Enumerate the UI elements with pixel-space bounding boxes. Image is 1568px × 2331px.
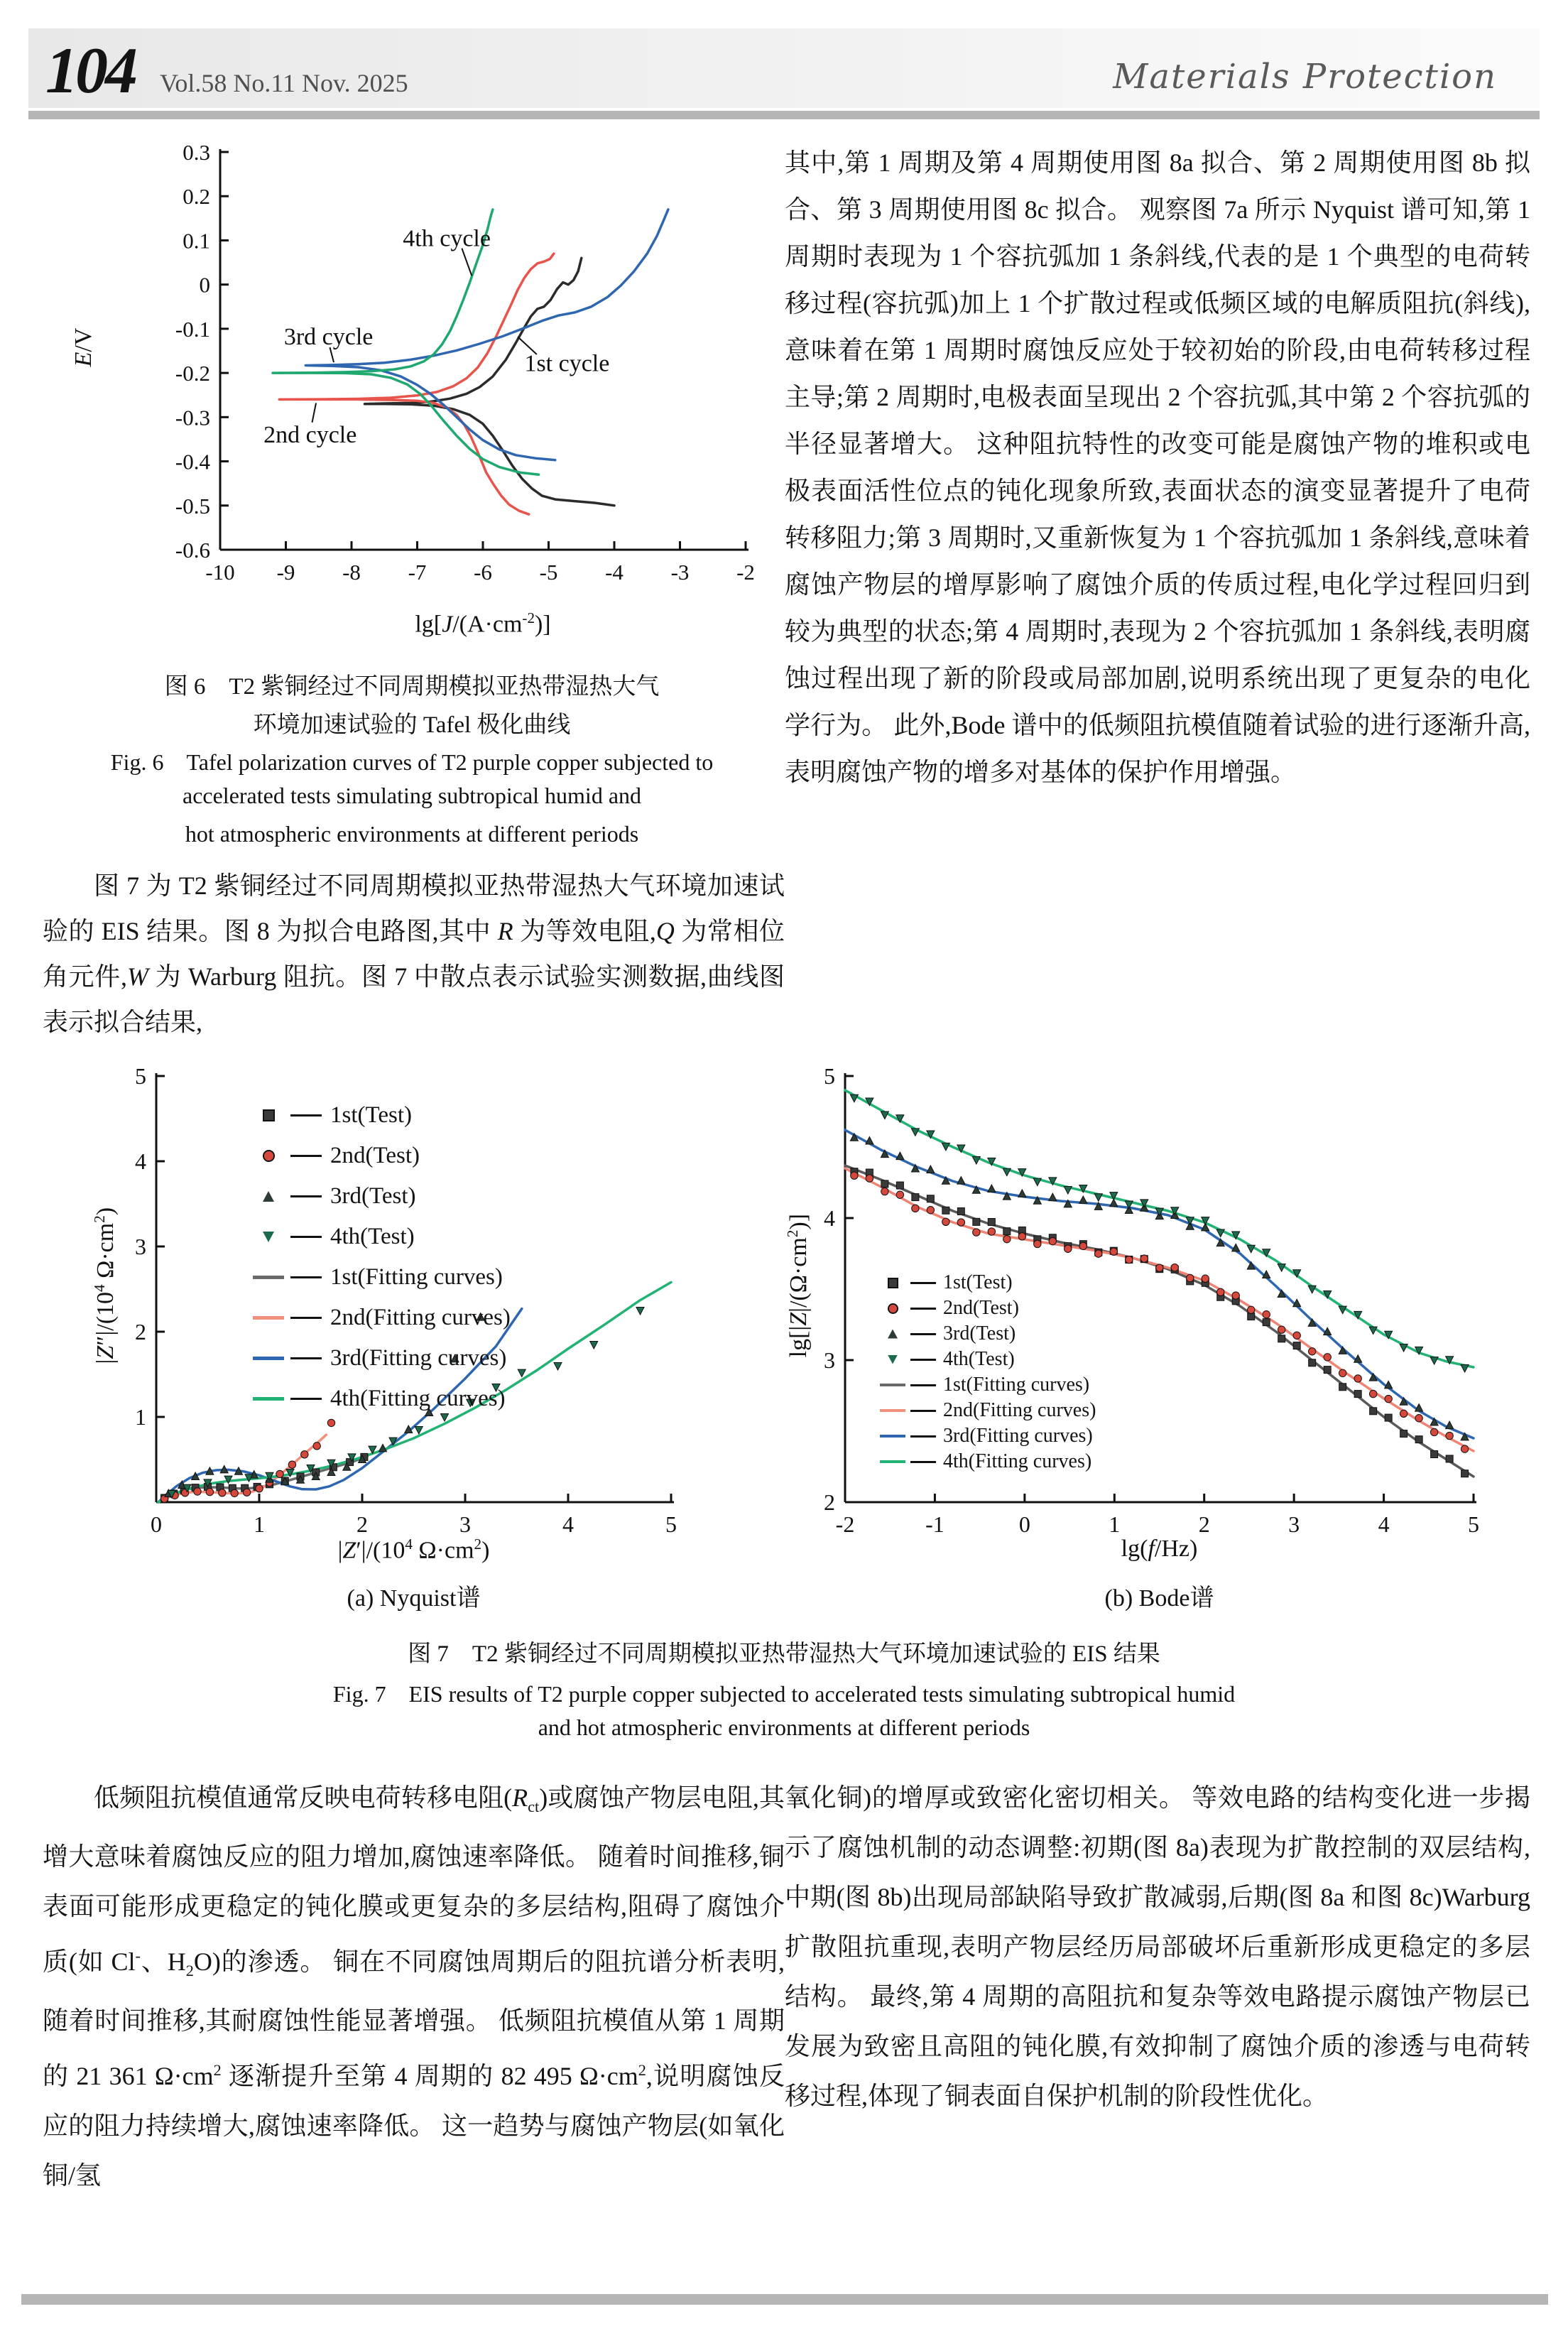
svg-text:-2: -2 <box>736 560 755 585</box>
square-marker <box>1461 1470 1469 1477</box>
tri-up-marker <box>866 1136 873 1144</box>
legend-label: 1st(Test) <box>330 1102 413 1128</box>
square-marker <box>881 1180 888 1188</box>
svg-text:-0.4: -0.4 <box>175 449 210 474</box>
legend-row <box>879 1372 1096 1398</box>
circle-legend-marker <box>889 1305 897 1313</box>
circle-marker <box>957 1219 964 1226</box>
line-legend-marker <box>880 1384 905 1386</box>
tri-up-marker <box>957 1177 965 1185</box>
square-legend-marker <box>264 1111 273 1120</box>
circle-marker <box>206 1488 213 1495</box>
tafel-chart <box>64 121 774 650</box>
circle-marker <box>1156 1264 1163 1271</box>
circle-marker <box>1049 1237 1056 1244</box>
tri-down-marker <box>518 1369 526 1377</box>
tafel-y-axis-title: E/V <box>70 327 97 367</box>
circle-marker <box>1263 1311 1270 1318</box>
curve-label <box>403 225 491 276</box>
circle-marker <box>881 1188 888 1195</box>
svg-text:0.2: 0.2 <box>183 184 210 210</box>
circle-marker <box>231 1489 238 1496</box>
svg-text:3: 3 <box>135 1234 146 1259</box>
svg-text:-6: -6 <box>474 560 492 585</box>
legend-row <box>879 1423 1096 1449</box>
line-legend-marker <box>253 1397 284 1401</box>
circle-marker <box>219 1489 226 1496</box>
legend-label: 2nd(Test) <box>330 1143 420 1168</box>
svg-text:-4: -4 <box>605 560 624 585</box>
svg-text:-0.2: -0.2 <box>175 361 210 386</box>
journal-name: Materials Protection <box>1113 57 1497 97</box>
svg-text:1: 1 <box>1109 1511 1121 1537</box>
circle-marker <box>1446 1432 1453 1439</box>
page-number: 104 <box>45 34 135 107</box>
footer-rule <box>21 2294 1548 2305</box>
line-legend-marker <box>880 1409 905 1412</box>
circle-marker <box>1126 1256 1133 1263</box>
svg-text:-10: -10 <box>205 560 235 585</box>
line-legend-marker <box>253 1316 284 1320</box>
legend-row <box>879 1347 1096 1372</box>
svg-text:1st cycle: 1st cycle <box>524 350 610 377</box>
nyquist-x-axis-title: $|Z'|/(10^4$ $\Omega\cdot cm^2$) <box>337 1536 490 1564</box>
square-marker <box>1370 1408 1377 1415</box>
tri-down-marker <box>415 1427 423 1435</box>
square-marker <box>1431 1451 1438 1458</box>
legend-row <box>879 1321 1096 1347</box>
legend-label: 4th(Fitting curves) <box>943 1450 1092 1472</box>
square-legend-marker <box>889 1279 897 1287</box>
square-marker <box>1415 1436 1422 1443</box>
legend-label: 1st(Fitting curves) <box>943 1374 1090 1396</box>
legend-dash <box>910 1333 936 1335</box>
legend-dash <box>290 1195 322 1197</box>
svg-text:3: 3 <box>1288 1511 1300 1537</box>
square-marker <box>988 1219 995 1226</box>
circle-marker <box>1095 1250 1102 1257</box>
legend-dash <box>910 1359 936 1361</box>
legend-dash <box>910 1384 936 1386</box>
tri-up-marker <box>1018 1190 1026 1197</box>
square-marker <box>896 1182 903 1189</box>
svg-text:0: 0 <box>1018 1511 1030 1537</box>
tri-down-marker <box>590 1342 598 1349</box>
square-marker <box>1278 1335 1285 1342</box>
circle-marker <box>866 1175 873 1182</box>
svg-text:-9: -9 <box>276 560 295 585</box>
tri-up-marker <box>1049 1193 1057 1201</box>
tri-down-marker <box>1094 1194 1102 1202</box>
legend-row <box>252 1176 511 1217</box>
svg-text:0: 0 <box>199 272 210 298</box>
fig6-caption-en-line2: accelerated tests simulating subtropical humid and <box>182 783 642 808</box>
tri-up-marker <box>927 1166 935 1173</box>
circle-marker <box>288 1461 295 1468</box>
issue-info: Vol.58 No.11 Nov. 2025 <box>160 69 408 97</box>
tri-down-marker <box>881 1112 888 1119</box>
circle-marker <box>301 1451 308 1458</box>
svg-text:-5: -5 <box>539 560 558 585</box>
line-legend-marker <box>253 1357 284 1360</box>
tri-down-legend-marker <box>263 1232 274 1242</box>
circle-marker <box>1217 1288 1224 1295</box>
circle-marker <box>912 1205 919 1212</box>
circle-marker <box>1034 1240 1041 1247</box>
svg-text:4th cycle: 4th cycle <box>403 225 491 252</box>
nyquist-y-axis-title: $|Z''|/(10^4$ $\Omega\cdot cm^2$) <box>90 1207 119 1364</box>
legend-label: 3rd(Test) <box>330 1183 416 1209</box>
svg-text:0.1: 0.1 <box>183 228 210 254</box>
legend-label: 1st(Test) <box>943 1271 1013 1293</box>
legend-label: 4th(Test) <box>943 1348 1015 1370</box>
circle-marker <box>243 1489 250 1496</box>
tri-down-legend-marker <box>888 1355 898 1364</box>
circle-marker <box>1369 1390 1376 1397</box>
square-marker <box>927 1195 934 1202</box>
circle-marker <box>1400 1410 1407 1417</box>
svg-text:3: 3 <box>459 1511 471 1537</box>
circle-marker <box>1385 1395 1392 1402</box>
circle-marker <box>1461 1445 1468 1452</box>
tri-down-marker <box>1003 1168 1011 1176</box>
tri-down-marker <box>1033 1178 1041 1186</box>
fig6-caption-en-line1: Fig. 6 Tafel polarization curves of T2 purple copper subjected to <box>110 749 714 775</box>
tri-down-marker <box>1064 1187 1072 1195</box>
legend-label: 3rd(Fitting curves) <box>943 1425 1093 1447</box>
svg-text:-2: -2 <box>835 1511 855 1537</box>
bode-chart <box>780 1044 1498 1626</box>
legend-dash <box>290 1276 322 1278</box>
circle-marker <box>194 1488 201 1495</box>
svg-text:-3: -3 <box>670 560 690 585</box>
svg-text:2: 2 <box>356 1511 368 1537</box>
svg-text:3: 3 <box>824 1347 835 1373</box>
nyquist-chart <box>85 1044 781 1626</box>
circle-marker <box>851 1172 858 1179</box>
square-marker <box>973 1218 980 1225</box>
legend-dash <box>910 1282 936 1284</box>
tri-up-marker <box>1446 1421 1454 1429</box>
legend-dash <box>910 1308 936 1310</box>
legend-label: 2nd(Fitting curves) <box>943 1399 1096 1421</box>
svg-text:0.3: 0.3 <box>183 140 210 165</box>
svg-text:4: 4 <box>562 1511 574 1537</box>
tri-up-legend-marker <box>263 1191 274 1202</box>
curve-label <box>284 324 374 362</box>
svg-text:-7: -7 <box>408 560 427 585</box>
square-marker <box>1248 1313 1255 1320</box>
svg-text:-0.1: -0.1 <box>175 316 210 342</box>
legend-dash <box>910 1410 936 1412</box>
circle-marker <box>1003 1235 1011 1242</box>
circle-marker <box>1065 1245 1072 1252</box>
circle-marker <box>1308 1348 1315 1355</box>
bode-y-axis-title: $\lg[|Z|/(\Omega\cdot cm^2)]$ <box>783 1213 812 1358</box>
legend-label: 2nd(Test) <box>943 1297 1019 1319</box>
tafel-x-axis-title: $\lg[J/(A\cdot cm^{-2})]$ <box>415 609 551 638</box>
square-marker <box>1324 1366 1331 1374</box>
nyquist-legend <box>252 1095 511 1419</box>
tri-down-marker <box>1430 1357 1438 1365</box>
tri-down-marker <box>1400 1344 1408 1352</box>
tri-up-legend-marker <box>888 1330 898 1339</box>
circle-marker <box>1171 1264 1178 1271</box>
circle-legend-marker <box>264 1151 273 1161</box>
square-marker <box>1400 1430 1408 1438</box>
svg-text:1: 1 <box>135 1404 146 1430</box>
fig7b-subcaption: (b) Bode谱 <box>1104 1585 1214 1612</box>
legend-dash <box>290 1236 322 1238</box>
tri-down-marker <box>1461 1364 1469 1372</box>
header <box>28 28 1540 108</box>
legend-row <box>252 1257 511 1298</box>
svg-text:3rd cycle: 3rd cycle <box>283 324 374 351</box>
legend-row <box>252 1298 511 1338</box>
circle-marker <box>1415 1415 1422 1422</box>
paragraph-right-column: 其中,第 1 周期及第 4 周期使用图 8a 拟合、第 2 周期使用图 8b 拟合、第 3 周期使用图 8c 拟合。 观察图 7a 所示 Nyquist 谱可知,第 1 周期时表现为 1 个容抗弧加 1 条斜线,代表的是 1 个典型的电荷转移过程(容抗弧)加上 1 个扩散过程或低频区域的电解质阻抗(斜线),意味着在第 1 周期时腐蚀反应处于较初始的阶段,由电荷转移过程主导;第 2 周期时,电极表面呈现出 2 个容抗弧,其中第 2 个容抗弧的半径显著增大。 这种阻抗特性的改变可能是腐蚀产物的堆积或电极表面活性位点的钝化现象所致,表面状态的演变显著提升了电荷转移阻力;第 3 周期时,又重新恢复为 1 个容抗弧加 1 条斜线,意味着腐蚀产物层的增厚影响了腐蚀介质的传质过程,电化学过程回归到较为典型的状态;第 4 周期时,表现为 2 个容抗弧加 1 条斜线,表明腐蚀过程出现了新的阶段或局部加剧,说明系统出现了更复杂的电化学行为。 此外,Bode 谱中的低频阻抗模值随着试验的进行逐渐升高,表明腐蚀产物的增多对基体的保护作用增强。 <box>785 148 1530 786</box>
circle-marker <box>1293 1332 1300 1339</box>
tri-up-marker <box>988 1185 996 1192</box>
fig6-caption-zh-line2: 环境加速试验的 Tafel 极化曲线 <box>253 712 571 738</box>
svg-text:4: 4 <box>135 1148 146 1174</box>
svg-text:4: 4 <box>1378 1511 1390 1537</box>
legend-dash <box>290 1114 322 1116</box>
circle-marker <box>1187 1274 1194 1281</box>
square-marker <box>1446 1455 1453 1462</box>
svg-text:2: 2 <box>1198 1511 1210 1537</box>
fig6-caption-zh-line1: 图 6 T2 紫铜经过不同周期模拟亚热带湿热大气 <box>164 674 660 700</box>
legend-row <box>252 1095 511 1136</box>
legend-dash <box>290 1317 322 1319</box>
circle-marker <box>1202 1275 1209 1282</box>
paragraph-bottom-right: 氧化铜)的增厚或致密化密切相关。 等效电路的结构变化进一步揭示了腐蚀机制的动态调整:初期(图 8a)表现为扩散控制的双层结构,中期(图 8b)出现局部缺陷导致扩散减弱,后期(图 8a 和图 8c)Warburg 扩散阻抗重现,表明产物层经历局部破坏后重新形成更稳定的多层结构。 最终,第 4 周期的高阻抗和复杂等效电路提示腐蚀产物层已发展为致密且高阻的钝化膜,有效抑制了腐蚀介质的渗透与电荷转移过程,体现了铜表面自保护机制的阶段性优化。 <box>785 1783 1530 2110</box>
tri-down-marker <box>942 1143 949 1151</box>
svg-text:2nd cycle: 2nd cycle <box>263 422 357 449</box>
legend-dash <box>910 1461 936 1463</box>
line-legend-marker <box>880 1435 905 1438</box>
legend-dash <box>290 1357 322 1359</box>
legend-row <box>252 1338 511 1379</box>
square-marker <box>1354 1391 1361 1398</box>
square-marker <box>912 1194 919 1201</box>
legend-row <box>252 1379 511 1419</box>
square-marker <box>942 1207 949 1214</box>
circle-marker <box>1354 1375 1361 1382</box>
svg-text:0: 0 <box>151 1511 162 1537</box>
svg-text:4: 4 <box>824 1205 835 1231</box>
header-rule <box>28 111 1540 119</box>
legend-row <box>252 1136 511 1176</box>
circle-marker <box>988 1228 995 1235</box>
legend-dash <box>290 1155 322 1157</box>
legend-row <box>879 1270 1096 1295</box>
svg-text:-0.6: -0.6 <box>175 538 210 563</box>
tri-up-marker <box>1079 1196 1087 1204</box>
circle-marker <box>973 1229 980 1236</box>
circle-marker <box>1079 1242 1087 1249</box>
line-legend-marker <box>253 1276 284 1279</box>
circle-marker <box>1018 1233 1025 1240</box>
circle-marker <box>313 1442 320 1450</box>
tri-down-marker <box>636 1308 644 1315</box>
circle-marker <box>1339 1369 1346 1376</box>
legend-row <box>879 1295 1096 1321</box>
svg-text:5: 5 <box>135 1063 146 1089</box>
tri-down-marker <box>972 1157 980 1165</box>
tri-down-marker <box>850 1094 858 1102</box>
svg-text:2: 2 <box>135 1319 146 1344</box>
square-marker <box>957 1208 964 1215</box>
fig6-caption-en-line3: hot atmospheric environments at different periods <box>185 821 639 847</box>
legend-label: 3rd(Fitting curves) <box>330 1345 507 1371</box>
circle-marker <box>1248 1306 1255 1313</box>
square-marker <box>1293 1342 1300 1349</box>
tri-up-marker <box>896 1152 904 1160</box>
circle-marker <box>1430 1428 1437 1435</box>
svg-text:5: 5 <box>1468 1511 1479 1537</box>
fig7a-subcaption: (a) Nyquist谱 <box>347 1585 481 1612</box>
square-marker <box>1263 1319 1270 1326</box>
legend-dash <box>290 1398 322 1400</box>
svg-text:5: 5 <box>824 1063 835 1089</box>
circle-marker <box>276 1470 283 1477</box>
curve-label <box>518 337 609 376</box>
svg-text:2: 2 <box>824 1489 835 1515</box>
tri-down-marker <box>911 1129 919 1136</box>
tri-down-marker <box>1247 1245 1255 1253</box>
circle-marker <box>927 1207 934 1214</box>
fig7-caption-zh: 图 7 T2 紫铜经过不同周期模拟亚热带湿热大气环境加速试验的 EIS 结果 <box>408 1641 1160 1667</box>
legend-label: 1st(Fitting curves) <box>330 1264 503 1290</box>
fig7-caption-en-line1: Fig. 7 EIS results of T2 purple copper subjected to accelerated tests simulating subtropical humid <box>332 1681 1236 1707</box>
legend-label: 4th(Fitting curves) <box>330 1386 506 1411</box>
bode-x-axis-title: lg(f/Hz) <box>1121 1536 1198 1562</box>
svg-text:-0.5: -0.5 <box>175 493 210 518</box>
line-legend-marker <box>880 1460 905 1463</box>
svg-text:5: 5 <box>665 1511 677 1537</box>
svg-text:-8: -8 <box>342 560 361 585</box>
svg-text:-1: -1 <box>925 1511 944 1537</box>
svg-text:1: 1 <box>254 1511 265 1537</box>
circle-marker <box>1324 1354 1331 1361</box>
legend-row <box>252 1217 511 1257</box>
svg-text:-0.3: -0.3 <box>175 405 210 430</box>
curve-label <box>263 403 356 448</box>
paragraph-bottom-left: 低频阻抗模值通常反映电荷转移电阻$(R_{ct})$或腐蚀产物层电阻,其增大意味着腐蚀反应的阻力增加,腐蚀速率降低。 随着时间推移,铜表面可能形成更稳定的钝化膜或更复杂的多层结构,阻碍了腐蚀介质(如 Cl-、$H_2O$)的渗透。 铜在不同腐蚀周期后的阻抗谱分析表明,随着时间推移,其耐腐蚀性能显著增强。 低频阻抗模值从第 1 周期的 21 361 $\Omega\cdot cm^2$ 逐渐提升至第 4 周期的 82 495 $\Omega\cdot cm^2$,说明腐蚀反应的阻力持续增大,腐蚀速率降低。 这一趋势与腐蚀产物层(如氧化铜/氢 <box>43 1783 785 2190</box>
circle-marker <box>256 1485 263 1492</box>
legend-label: 4th(Test) <box>330 1224 415 1249</box>
square-marker <box>1003 1228 1011 1235</box>
legend-row <box>879 1449 1096 1474</box>
tri-down-marker <box>554 1363 562 1371</box>
fig7-caption-en-line2: and hot atmospheric environments at different periods <box>538 1715 1030 1740</box>
circle-marker <box>896 1191 903 1198</box>
circle-marker <box>327 1419 334 1426</box>
legend-dash <box>910 1435 936 1438</box>
bode-legend <box>879 1270 1096 1474</box>
tri-down-marker <box>1216 1229 1224 1237</box>
circle-marker <box>1140 1255 1148 1262</box>
circle-marker <box>1232 1292 1239 1299</box>
paragraph-left-middle: 图 7 为 T2 紫铜经过不同周期模拟亚热带湿热大气环境加速试验的 EIS 结果。图 8 为拟合电路图,其中 R 为等效电阻,Q 为常相位角元件,W 为 Warburg 阻抗。图 7 中散点表示试验实测数据,曲线图表示拟合结果, <box>43 871 785 1036</box>
square-marker <box>1309 1359 1316 1366</box>
legend-label: 2nd(Fitting curves) <box>330 1305 511 1330</box>
tick-labels <box>175 140 755 585</box>
tafel-plot <box>64 121 774 650</box>
legend-label: 3rd(Test) <box>943 1322 1016 1344</box>
square-marker <box>1385 1414 1392 1421</box>
legend-row <box>879 1398 1096 1423</box>
circle-marker <box>1278 1326 1285 1333</box>
square-marker <box>1339 1384 1346 1391</box>
circle-marker <box>942 1218 949 1225</box>
circle-marker <box>1110 1248 1117 1255</box>
